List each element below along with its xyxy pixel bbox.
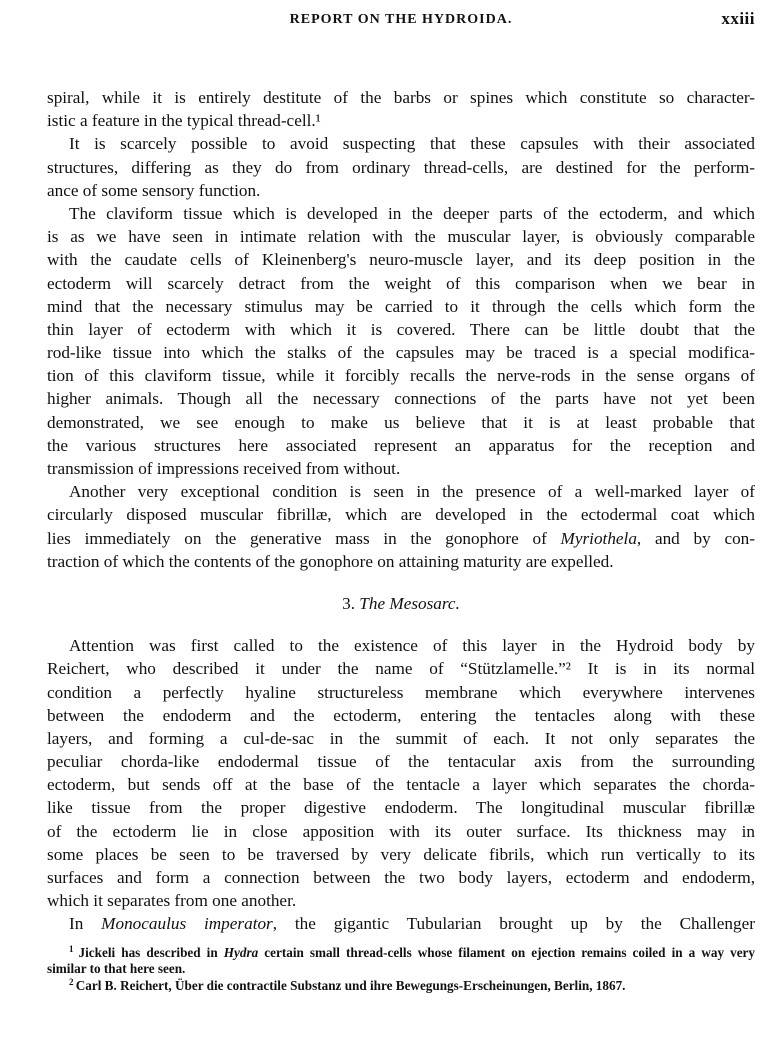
paragraph [47,480,755,573]
footnote [47,978,755,995]
text-line [47,773,755,796]
text-segment: istic a feature in the typical thread-cell.¹ [47,111,321,131]
text-segment: structures, differing as they do from ordinary thread-cells, are destined for the perform- [47,157,755,177]
text-segment: tion of this claviform tissue, while it forcibly recalls the nerve-rods in the sense organs of [47,366,755,386]
paragraphs-after-heading [47,634,755,935]
text-segment: ectoderm will scarcely detract from the weight of this comparison when we bear in [47,273,755,293]
text-line [47,480,755,503]
text-line [47,434,755,457]
footnotes [47,945,755,995]
text-line [47,750,755,773]
text-segment: some places be seen to be traversed by very delicate fibrils, which run vertically to its [47,844,755,864]
paragraph [47,202,755,480]
footnote-line [47,961,755,978]
text-segment: between the endoderm and the ectoderm, entering the tentacles along with these [47,705,755,725]
text-segment: ectoderm, but sends off at the base of the tentacle a layer which separates the chorda- [47,775,755,795]
italic-term: Myriothela [560,528,637,548]
text-line [47,727,755,750]
text-line [47,527,755,550]
text-line [47,132,755,155]
text-segment: It is scarcely possible to avoid suspecting that these capsules with their associated [69,134,755,154]
text-line [47,866,755,889]
text-segment: traction of which the contents of the gonophore on attaining maturity are expelled. [47,551,614,571]
footnote [47,945,755,978]
text-line [47,225,755,248]
text-segment: with the caudate cells of Kleinenberg's neuro-muscle layer, and its deep position in the [47,250,755,270]
text-line [47,681,755,704]
text-line [47,248,755,271]
text-line [47,387,755,410]
text-segment: circularly disposed muscular fibrillæ, which are developed in the ectodermal coat which [47,505,755,525]
page-number: xxiii [721,9,755,28]
text-line [47,657,755,680]
running-title: REPORT ON THE HYDROIDA. [289,12,513,27]
section-title: The Mesosarc. [359,593,460,613]
footnote-line [47,945,755,962]
paragraph [47,86,755,132]
text-line [47,704,755,727]
paragraphs-before-heading [47,86,755,573]
text-segment: condition a perfectly hyaline structureless membrane which everywhere intervenes [47,682,755,702]
text-line [47,634,755,657]
text-line [47,318,755,341]
section-heading [47,592,755,615]
text-line [47,109,755,132]
text-line [47,156,755,179]
text-line [47,457,755,480]
text-line [47,179,755,202]
body-text [47,86,755,994]
paragraph [47,912,755,935]
text-line [47,295,755,318]
italic-term: Hydra [223,944,259,960]
text-line [47,86,755,109]
text-line [47,411,755,434]
text-line [47,364,755,387]
text-segment: In [69,914,102,934]
text-line [47,341,755,364]
text-line [47,912,755,935]
text-segment: certain small thread-cells whose filament on ejection remains coiled in a way very [258,944,755,960]
text-line [47,889,755,912]
text-segment: The claviform tissue which is developed in the deeper parts of the ectoderm, and which [69,203,755,223]
text-segment: higher animals. Though all the necessary connections of the parts have not yet been [47,389,755,409]
text-line [47,820,755,843]
paragraph [47,634,755,912]
text-segment: thin layer of ectoderm with which it is covered. There can be little doubt that the [47,319,755,339]
text-segment: Jickeli has described in [78,944,224,960]
text-segment: the various structures here associated represent an apparatus for the reception and [47,435,755,455]
footnote-marker: 2 [69,977,76,987]
section-number: 3. [342,593,355,613]
text-line [47,503,755,526]
text-segment: , and by con- [636,528,755,548]
text-segment: of the ectoderm lie in close apposition with its outer surface. Its thickness may in [47,821,755,841]
text-segment: transmission of impressions received from without. [47,459,401,478]
footnote-line [47,978,755,995]
text-segment: spiral, while it is entirely destitute of the barbs or spines which constitute so character- [47,88,755,107]
text-segment: peculiar chorda-like endodermal tissue of the tentacular axis from the surrounding [47,752,755,772]
text-segment: Reichert, who described it under the name of “Stützlamelle.”² It is in its normal [47,659,755,679]
text-segment: ance of some sensory function. [47,180,261,200]
text-line [47,796,755,819]
text-segment: lies immediately on the generative mass in the gonophore of [47,528,561,548]
text-line [47,272,755,295]
text-segment: rod-like tissue into which the stalks of the capsules may be traced is a special modifica- [47,343,755,363]
text-segment: Attention was first called to the existence of this layer in the Hydroid body by [69,636,755,656]
text-segment: is as we have seen in intimate relation with the muscular layer, is obviously comparable [47,227,755,247]
paragraph [47,132,755,202]
text-segment: demonstrated, we see enough to make us believe that it is at least probable that [47,412,755,432]
text-line [47,550,755,573]
text-line [47,202,755,225]
text-segment: similar to that here seen. [47,961,186,977]
footnote-marker: 1 [69,944,79,954]
text-line [47,843,755,866]
text-segment: , the gigantic Tubularian brought up by the Challenger [272,914,755,934]
text-segment: which it separates from one another. [47,891,297,911]
text-segment: layers, and forming a cul-de-sac in the summit of each. It not only separates the [47,728,755,748]
text-segment: Carl B. Reichert, Über die contractile Substanz und ihre Bewegungs-Erscheinungen, Berlin, 1867. [75,977,626,993]
text-segment: surfaces and form a connection between the two body layers, ectoderm and endoderm, [47,868,755,887]
text-segment: mind that the necessary stimulus may be carried to it through the cells which form the [47,296,755,316]
italic-term: Monocaulus imperator [101,914,273,934]
text-segment: Another very exceptional condition is seen in the presence of a well-marked layer of [69,482,755,502]
running-header [47,9,755,34]
text-segment: like tissue from the proper digestive endoderm. The longitudinal muscular fibrillæ [47,798,755,818]
